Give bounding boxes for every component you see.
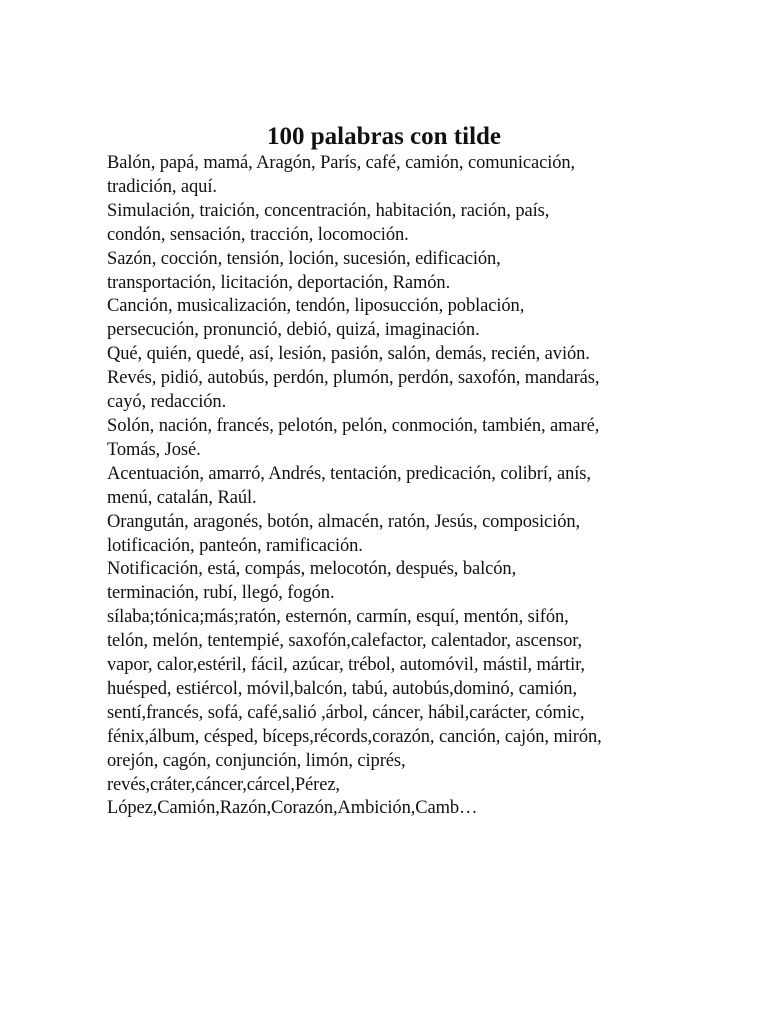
- document-text-line: Notificación, está, compás, melocotón, después, balcón,: [107, 559, 517, 580]
- document-text-line: Simulación, traición, concentración, habitación, ración, país,: [107, 200, 550, 221]
- document-text-line: Revés, pidió, autobús, perdón, plumón, perdón, saxofón, mandarás,: [107, 368, 600, 389]
- document-text-line: Sazón, cocción, tensión, loción, sucesión, edificación,: [107, 248, 501, 269]
- document-text-line: Solón, nación, francés, pelotón, pelón, conmoción, también, amaré,: [107, 415, 600, 436]
- document-text-line: menú, catalán, Raúl.: [107, 487, 257, 508]
- document-text-line: huésped, estiércol, móvil,balcón, tabú, autobús,dominó, camión,: [107, 678, 577, 699]
- document-text-line: fénix,álbum, césped, bíceps,récords,corazón, canción, cajón, mirón,: [107, 726, 602, 747]
- document-text-line: terminación, rubí, llegó, fogón.: [107, 583, 335, 604]
- document-text-line: sentí,francés, sofá, café,salió ,árbol, cáncer, hábil,carácter, cómic,: [107, 702, 585, 723]
- document-text-line: condón, sensación, tracción, locomoción.: [107, 224, 409, 245]
- document-text-line: persecución, pronunció, debió, quizá, imaginación.: [107, 320, 480, 341]
- document-text-line: transportación, licitación, deportación, Ramón.: [107, 272, 451, 293]
- document-text-line: orejón, cagón, conjunción, limón, ciprés,: [107, 750, 406, 771]
- document-text-line: Balón, papá, mamá, Aragón, París, café, camión, comunicación,: [107, 153, 576, 173]
- document-text-line: lotificación, panteón, ramificación.: [107, 535, 363, 556]
- document-text-line: Qué, quién, quedé, así, lesión, pasión, salón, demás, recién, avión.: [107, 344, 590, 365]
- document-text-line: tradición, aquí.: [107, 176, 217, 197]
- document-title: 100 palabras con tilde: [266, 123, 502, 150]
- document-text-line: Acentuación, amarró, Andrés, tentación, predicación, colibrí, anís,: [107, 463, 591, 484]
- document-text-line: Canción, musicalización, tendón, liposucción, población,: [107, 296, 525, 317]
- document-text-line: Tomás, José.: [107, 439, 201, 460]
- document-text-line: vapor, calor,estéril, fácil, azúcar, trébol, automóvil, mástil, mártir,: [107, 655, 585, 676]
- document-text-line: revés,cráter,cáncer,cárcel,Pérez,: [107, 774, 340, 795]
- document-body: [107, 152, 707, 821]
- document-text-line: López,Camión,Razón,Corazón,Ambición,Camb…: [107, 798, 478, 819]
- document-text-line: telón, melón, tentempié, saxofón,calefactor, calentador, ascensor,: [107, 631, 583, 652]
- document-text-line: Orangután, aragonés, botón, almacén, ratón, Jesús, composición,: [107, 511, 581, 532]
- document-text-line: sílaba;tónica;más;ratón, esternón, carmín, esquí, mentón, sifón,: [107, 607, 569, 628]
- document-text-line: cayó, redacción.: [107, 392, 227, 413]
